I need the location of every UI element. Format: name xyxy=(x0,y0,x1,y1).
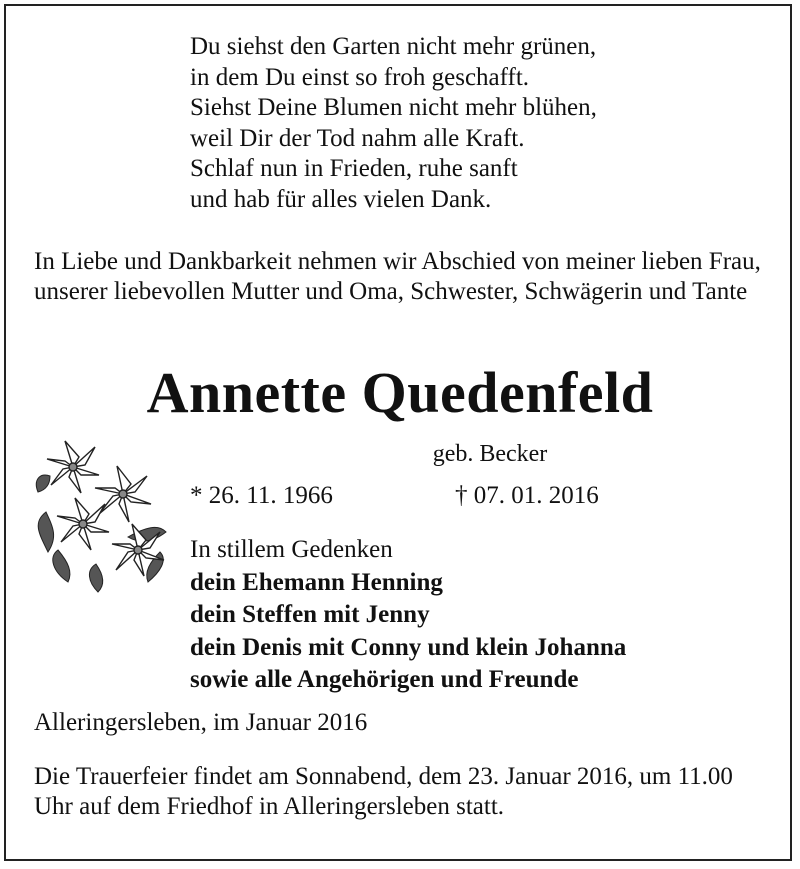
signatory-line: dein Ehemann Henning xyxy=(190,568,443,596)
signatory-line: sowie alle Angehörigen und Freunde xyxy=(190,666,579,694)
deceased-name: Annette Quedenfeld xyxy=(146,360,654,425)
place-date: Alleringersleben, im Januar 2016 xyxy=(34,709,368,736)
poem-line: in dem Du einst so froh geschafft. xyxy=(190,63,530,91)
signatory-line: dein Steffen mit Jenny xyxy=(190,601,430,629)
memory-heading: In stillem Gedenken xyxy=(190,536,393,563)
signatory-line: dein Denis mit Conny und klein Johanna xyxy=(190,633,627,661)
poem-line: Du siehst den Garten nicht mehr grünen, xyxy=(190,33,597,60)
poem-line: und hab für alles vielen Dank. xyxy=(190,185,492,213)
flower-bouquet-icon xyxy=(28,432,178,602)
poem-line: Siehst Deine Blumen nicht mehr blühen, xyxy=(190,94,597,122)
intro-text: In Liebe und Dankbarkeit nehmen wir Abschied von meiner lieben Frau, unserer liebevollen Mutter und Oma, Schwester, Schwägerin und Tante xyxy=(34,248,761,305)
poem xyxy=(190,32,597,216)
poem-line: Schlaf nun in Frieden, ruhe sanft xyxy=(190,155,518,183)
birth-date: * 26. 11. 1966 xyxy=(190,482,333,509)
maiden-name: geb. Becker xyxy=(432,441,548,467)
funeral-info: Die Trauerfeier findet am Sonnabend, dem 23. Januar 2016, um 11.00 Uhr auf dem Friedhof in Alleringersleben statt. xyxy=(34,763,733,820)
death-date: † 07. 01. 2016 xyxy=(455,482,599,509)
memory-block xyxy=(190,534,626,697)
poem-line: weil Dir der Tod nahm alle Kraft. xyxy=(190,124,525,152)
